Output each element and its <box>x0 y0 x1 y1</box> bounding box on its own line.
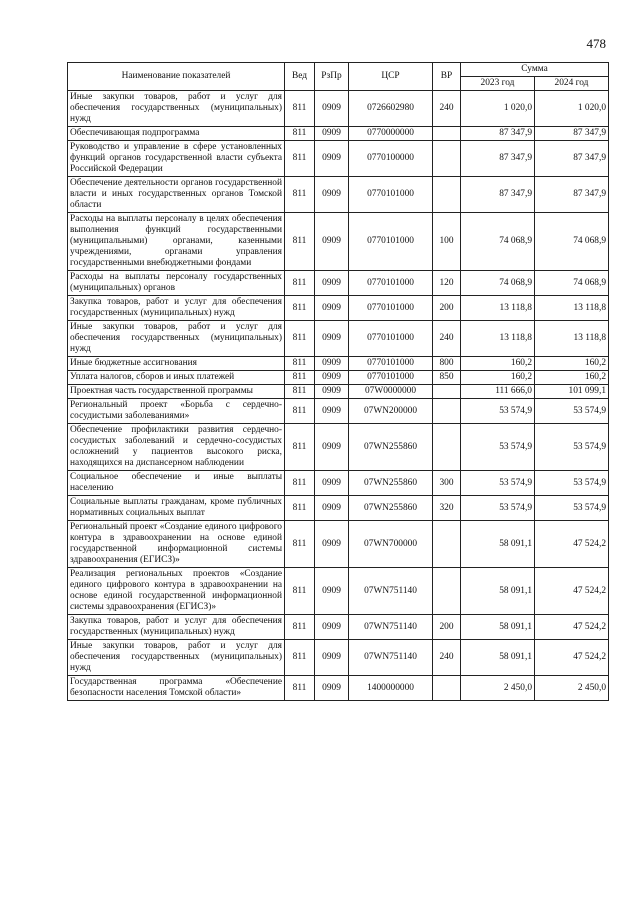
cell-vr: 240 <box>433 321 461 357</box>
cell-sum-2023: 13 118,8 <box>461 296 535 321</box>
cell-csr: 07WN751140 <box>349 568 433 615</box>
cell-sum-2024: 13 118,8 <box>535 296 609 321</box>
header-year-2024: 2024 год <box>535 77 609 91</box>
cell-vr: 800 <box>433 357 461 371</box>
cell-ved: 811 <box>285 371 315 385</box>
cell-csr: 07WN255860 <box>349 496 433 521</box>
cell-csr: 07WN255860 <box>349 424 433 471</box>
cell-rzpr: 0909 <box>315 568 349 615</box>
cell-csr: 0770000000 <box>349 127 433 141</box>
cell-name: Региональный проект «Создание единого цифрового контура в здравоохранении на основе единой государственной информационной системы здравоохранения (ЕГИСЗ)» <box>68 521 285 568</box>
table-row <box>68 321 609 357</box>
cell-ved: 811 <box>285 213 315 271</box>
cell-ved: 811 <box>285 521 315 568</box>
cell-sum-2024: 74 068,9 <box>535 271 609 296</box>
cell-csr: 07WN200000 <box>349 399 433 424</box>
cell-csr: 0770101000 <box>349 296 433 321</box>
cell-name: Расходы на выплаты персоналу в целях обеспечения выполнения функций государственными (муниципальными) органами, казенными учреждениями, органами управления государственными внебюджетными фондами <box>68 213 285 271</box>
cell-sum-2024: 160,2 <box>535 357 609 371</box>
header-csr: ЦСР <box>349 63 433 91</box>
cell-sum-2023: 58 091,1 <box>461 640 535 676</box>
cell-name: Расходы на выплаты персоналу государственных (муниципальных) органов <box>68 271 285 296</box>
cell-csr: 07WN751140 <box>349 615 433 640</box>
cell-rzpr: 0909 <box>315 615 349 640</box>
cell-csr: 0770101000 <box>349 371 433 385</box>
cell-csr: 07WN751140 <box>349 640 433 676</box>
table-row <box>68 177 609 213</box>
cell-csr: 07WN700000 <box>349 521 433 568</box>
cell-name: Социальные выплаты гражданам, кроме публичных нормативных социальных выплат <box>68 496 285 521</box>
cell-ved: 811 <box>285 385 315 399</box>
table-row <box>68 640 609 676</box>
cell-rzpr: 0909 <box>315 296 349 321</box>
cell-sum-2024: 101 099,1 <box>535 385 609 399</box>
cell-ved: 811 <box>285 91 315 127</box>
cell-csr: 0770101000 <box>349 271 433 296</box>
cell-rzpr: 0909 <box>315 521 349 568</box>
cell-ved: 811 <box>285 640 315 676</box>
cell-name: Региональный проект «Борьба с сердечно-сосудистыми заболеваниями» <box>68 399 285 424</box>
cell-sum-2023: 160,2 <box>461 357 535 371</box>
table-row <box>68 371 609 385</box>
cell-vr: 320 <box>433 496 461 521</box>
table-row <box>68 357 609 371</box>
header-ved: Вед <box>285 63 315 91</box>
cell-name: Реализация региональных проектов «Создание единого цифрового контура в здравоохранении на основе единой государственной информационной системы здравоохранения (ЕГИСЗ)» <box>68 568 285 615</box>
cell-csr: 07WN255860 <box>349 471 433 496</box>
table-row <box>68 385 609 399</box>
cell-sum-2023: 53 574,9 <box>461 496 535 521</box>
cell-vr <box>433 141 461 177</box>
cell-vr: 200 <box>433 615 461 640</box>
cell-csr: 1400000000 <box>349 676 433 701</box>
cell-sum-2024: 53 574,9 <box>535 496 609 521</box>
table-row <box>68 521 609 568</box>
table-row <box>68 615 609 640</box>
cell-vr <box>433 399 461 424</box>
cell-vr <box>433 127 461 141</box>
cell-sum-2023: 53 574,9 <box>461 399 535 424</box>
cell-vr: 200 <box>433 296 461 321</box>
cell-ved: 811 <box>285 271 315 296</box>
table-row <box>68 213 609 271</box>
cell-vr: 120 <box>433 271 461 296</box>
cell-vr <box>433 385 461 399</box>
cell-vr: 100 <box>433 213 461 271</box>
cell-sum-2023: 160,2 <box>461 371 535 385</box>
cell-ved: 811 <box>285 321 315 357</box>
cell-ved: 811 <box>285 424 315 471</box>
cell-sum-2024: 87 347,9 <box>535 141 609 177</box>
table-body <box>68 91 609 701</box>
budget-table <box>67 62 609 701</box>
cell-name: Иные закупки товаров, работ и услуг для обеспечения государственных (муниципальных) нужд <box>68 321 285 357</box>
header-rzpr: РзПр <box>315 63 349 91</box>
cell-rzpr: 0909 <box>315 399 349 424</box>
cell-rzpr: 0909 <box>315 91 349 127</box>
cell-sum-2024: 87 347,9 <box>535 177 609 213</box>
cell-sum-2023: 87 347,9 <box>461 127 535 141</box>
cell-rzpr: 0909 <box>315 141 349 177</box>
cell-ved: 811 <box>285 471 315 496</box>
cell-sum-2023: 58 091,1 <box>461 568 535 615</box>
cell-name: Обеспечение деятельности органов государственной власти и иных государственных органов Томской области <box>68 177 285 213</box>
table-row <box>68 296 609 321</box>
cell-rzpr: 0909 <box>315 127 349 141</box>
cell-rzpr: 0909 <box>315 385 349 399</box>
cell-sum-2024: 74 068,9 <box>535 213 609 271</box>
cell-vr <box>433 568 461 615</box>
cell-csr: 0770101000 <box>349 321 433 357</box>
cell-csr: 0726602980 <box>349 91 433 127</box>
page-number: 478 <box>586 36 606 51</box>
cell-vr <box>433 521 461 568</box>
cell-sum-2024: 47 524,2 <box>535 521 609 568</box>
cell-sum-2023: 74 068,9 <box>461 213 535 271</box>
cell-rzpr: 0909 <box>315 371 349 385</box>
cell-vr <box>433 177 461 213</box>
cell-vr: 850 <box>433 371 461 385</box>
cell-rzpr: 0909 <box>315 496 349 521</box>
cell-name: Иные бюджетные ассигнования <box>68 357 285 371</box>
cell-name: Руководство и управление в сфере установленных функций органов государственной власти субъекта Российской Федерации <box>68 141 285 177</box>
cell-csr: 0770100000 <box>349 141 433 177</box>
cell-sum-2023: 87 347,9 <box>461 177 535 213</box>
cell-sum-2024: 1 020,0 <box>535 91 609 127</box>
cell-name: Обеспечение профилактики развития сердечно-сосудистых заболеваний и сердечно-сосудистых осложнений у пациентов высокого риска, находящихся на диспансерном наблюдении <box>68 424 285 471</box>
cell-sum-2023: 13 118,8 <box>461 321 535 357</box>
table-row <box>68 676 609 701</box>
cell-rzpr: 0909 <box>315 271 349 296</box>
cell-vr: 240 <box>433 91 461 127</box>
cell-sum-2023: 58 091,1 <box>461 615 535 640</box>
table-header-row <box>68 63 609 77</box>
cell-ved: 811 <box>285 615 315 640</box>
cell-sum-2024: 2 450,0 <box>535 676 609 701</box>
cell-sum-2024: 160,2 <box>535 371 609 385</box>
cell-csr: 07W0000000 <box>349 385 433 399</box>
cell-rzpr: 0909 <box>315 676 349 701</box>
table-row <box>68 496 609 521</box>
cell-sum-2024: 53 574,9 <box>535 424 609 471</box>
cell-ved: 811 <box>285 399 315 424</box>
cell-csr: 0770101000 <box>349 177 433 213</box>
cell-ved: 811 <box>285 177 315 213</box>
cell-sum-2023: 53 574,9 <box>461 471 535 496</box>
cell-name: Закупка товаров, работ и услуг для обеспечения государственных (муниципальных) нужд <box>68 615 285 640</box>
cell-sum-2024: 13 118,8 <box>535 321 609 357</box>
cell-name: Обеспечивающая подпрограмма <box>68 127 285 141</box>
cell-name: Уплата налогов, сборов и иных платежей <box>68 371 285 385</box>
cell-rzpr: 0909 <box>315 321 349 357</box>
cell-ved: 811 <box>285 496 315 521</box>
cell-sum-2024: 47 524,2 <box>535 615 609 640</box>
header-vr: ВР <box>433 63 461 91</box>
table-row <box>68 424 609 471</box>
cell-name: Государственная программа «Обеспечение безопасности населения Томской области» <box>68 676 285 701</box>
cell-rzpr: 0909 <box>315 640 349 676</box>
cell-csr: 0770101000 <box>349 357 433 371</box>
cell-sum-2024: 47 524,2 <box>535 568 609 615</box>
cell-sum-2023: 74 068,9 <box>461 271 535 296</box>
cell-vr <box>433 424 461 471</box>
cell-name: Социальное обеспечение и иные выплаты населению <box>68 471 285 496</box>
cell-ved: 811 <box>285 568 315 615</box>
cell-name: Иные закупки товаров, работ и услуг для обеспечения государственных (муниципальных) нужд <box>68 640 285 676</box>
cell-ved: 811 <box>285 296 315 321</box>
cell-rzpr: 0909 <box>315 424 349 471</box>
cell-vr: 240 <box>433 640 461 676</box>
cell-rzpr: 0909 <box>315 213 349 271</box>
cell-name: Иные закупки товаров, работ и услуг для обеспечения государственных (муниципальных) нужд <box>68 91 285 127</box>
cell-sum-2023: 87 347,9 <box>461 141 535 177</box>
cell-sum-2024: 47 524,2 <box>535 640 609 676</box>
table-row <box>68 471 609 496</box>
cell-sum-2023: 111 666,0 <box>461 385 535 399</box>
header-sum: Сумма <box>461 63 609 77</box>
table-row <box>68 141 609 177</box>
cell-sum-2024: 87 347,9 <box>535 127 609 141</box>
cell-sum-2024: 53 574,9 <box>535 399 609 424</box>
cell-ved: 811 <box>285 357 315 371</box>
table-row <box>68 271 609 296</box>
cell-ved: 811 <box>285 676 315 701</box>
table-row <box>68 91 609 127</box>
cell-rzpr: 0909 <box>315 177 349 213</box>
cell-sum-2023: 1 020,0 <box>461 91 535 127</box>
cell-ved: 811 <box>285 141 315 177</box>
cell-name: Закупка товаров, работ и услуг для обеспечения государственных (муниципальных) нужд <box>68 296 285 321</box>
table-row <box>68 568 609 615</box>
cell-rzpr: 0909 <box>315 357 349 371</box>
cell-sum-2023: 2 450,0 <box>461 676 535 701</box>
cell-ved: 811 <box>285 127 315 141</box>
cell-sum-2024: 53 574,9 <box>535 471 609 496</box>
cell-csr: 0770101000 <box>349 213 433 271</box>
table-row <box>68 127 609 141</box>
table-row <box>68 399 609 424</box>
cell-sum-2023: 53 574,9 <box>461 424 535 471</box>
header-name: Наименование показателей <box>68 63 285 91</box>
cell-name: Проектная часть государственной программы <box>68 385 285 399</box>
cell-rzpr: 0909 <box>315 471 349 496</box>
cell-vr: 300 <box>433 471 461 496</box>
header-year-2023: 2023 год <box>461 77 535 91</box>
cell-vr <box>433 676 461 701</box>
cell-sum-2023: 58 091,1 <box>461 521 535 568</box>
